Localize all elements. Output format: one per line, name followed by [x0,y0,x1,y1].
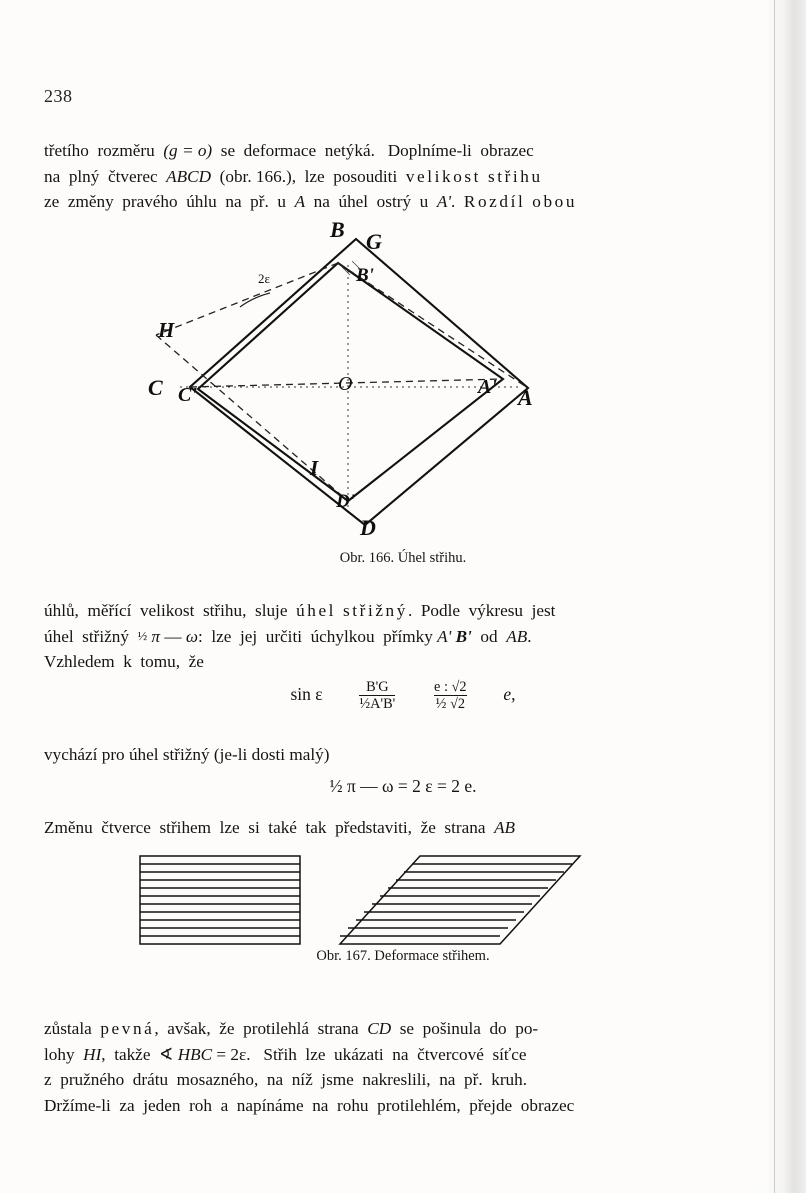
paragraph-top-line-2: na plný čtverec ABCD (obr. 166.), lze posouditi velikost střihu [44,166,543,186]
figure-166-drawing [120,215,570,555]
label-A-prime: A' [478,376,497,398]
page-number: 238 [44,86,73,106]
paragraph-top-line-1: třetího rozměru (g = o) se deformace netýká. Doplníme-li obrazec [44,141,534,160]
paragraph-bottom-line-4: Držíme-li za jeden roh a napínáme na rohu protilehlém, přejde obrazec [44,1095,575,1115]
formula-sin-frac2-num: e : √2 [434,679,467,695]
label-C: C [148,375,163,400]
scan-edge-shadow [764,0,806,1193]
paragraph-bottom-line-2: lohy HI, takže ∢ HBC = 2ε. Střih lze ukázati na čtvercové síťce [44,1044,527,1064]
paragraph-bottom-line-3: z pružného drátu mosazného, na níž jsme nakreslili, na př. kruh. [44,1070,528,1089]
paragraph-bottom [44,1016,734,1118]
paragraph-mid-1-line-1: úhlů, měřící velikost střihu, sluje úhel střižný. Podle výkresu jest [44,601,556,620]
formula-sin-rhs: e, [503,684,516,705]
paragraph-bottom-line-1: zůstala pevná, avšak, že protilehlá strana CD se pošinula do po- [44,1019,539,1038]
formula-sin-frac1-den: ½A'B' [359,696,396,713]
formula-sin-fraction-2 [434,680,467,712]
paragraph-mid-1 [44,598,734,675]
figure-obr-166 [120,215,570,555]
figure-167-caption: Obr. 167. Deformace střihem. [316,948,490,964]
paragraph-mid-1-line-2: úhel střižný ½ π — ω: lze jej určiti úchylkou přímky A' B' od AB. [44,626,532,646]
label-H: H [158,318,175,342]
label-2epsilon: 2ε [258,271,270,286]
label-G: G [366,229,382,254]
paragraph-after-formula-line: vychází pro úhel střižný (je-li dosti malý) [44,745,330,764]
label-O: O [338,373,353,395]
formula-sin-epsilon [0,680,806,712]
label-D-prime: D' [336,491,355,512]
figure-167-drawing [130,852,650,948]
undeformed-stack [140,856,300,944]
paragraph-mid-1-line-3: Vzhledem k tomu, že [44,652,204,672]
paragraph-mid-2-line: Změnu čtverce střihem lze si také tak představiti, že strana AB [44,818,516,837]
formula-sin-frac1-num: B'G [366,679,389,695]
label-B: B [330,217,345,242]
label-B-prime: B' [356,265,374,286]
formula-sin-frac2-den: ½ √2 [435,696,465,713]
scan-edge-line [774,0,775,1193]
paragraph-after-formula [44,742,734,768]
figure-166-caption: Obr. 166. Úhel střihu. [339,550,467,566]
formula-shear-angle: ½ π — ω = 2 ε = 2 e. [329,776,477,796]
label-D: D [360,515,376,540]
label-C-prime: C' [178,384,197,406]
paragraph-top-line-3: ze změny pravého úhlu na př. u A na úhel ostrý u A'. Rozdíl obou [44,192,578,211]
paragraph-mid-2 [44,815,734,841]
sheared-stack [340,856,580,944]
figure-obr-167 [130,852,650,948]
formula-sin-lhs: sin ε [290,684,323,705]
label-A: A [518,385,533,410]
paragraph-top [44,138,734,215]
formula-sin-fraction-1 [359,680,395,712]
label-I: I [310,456,319,480]
